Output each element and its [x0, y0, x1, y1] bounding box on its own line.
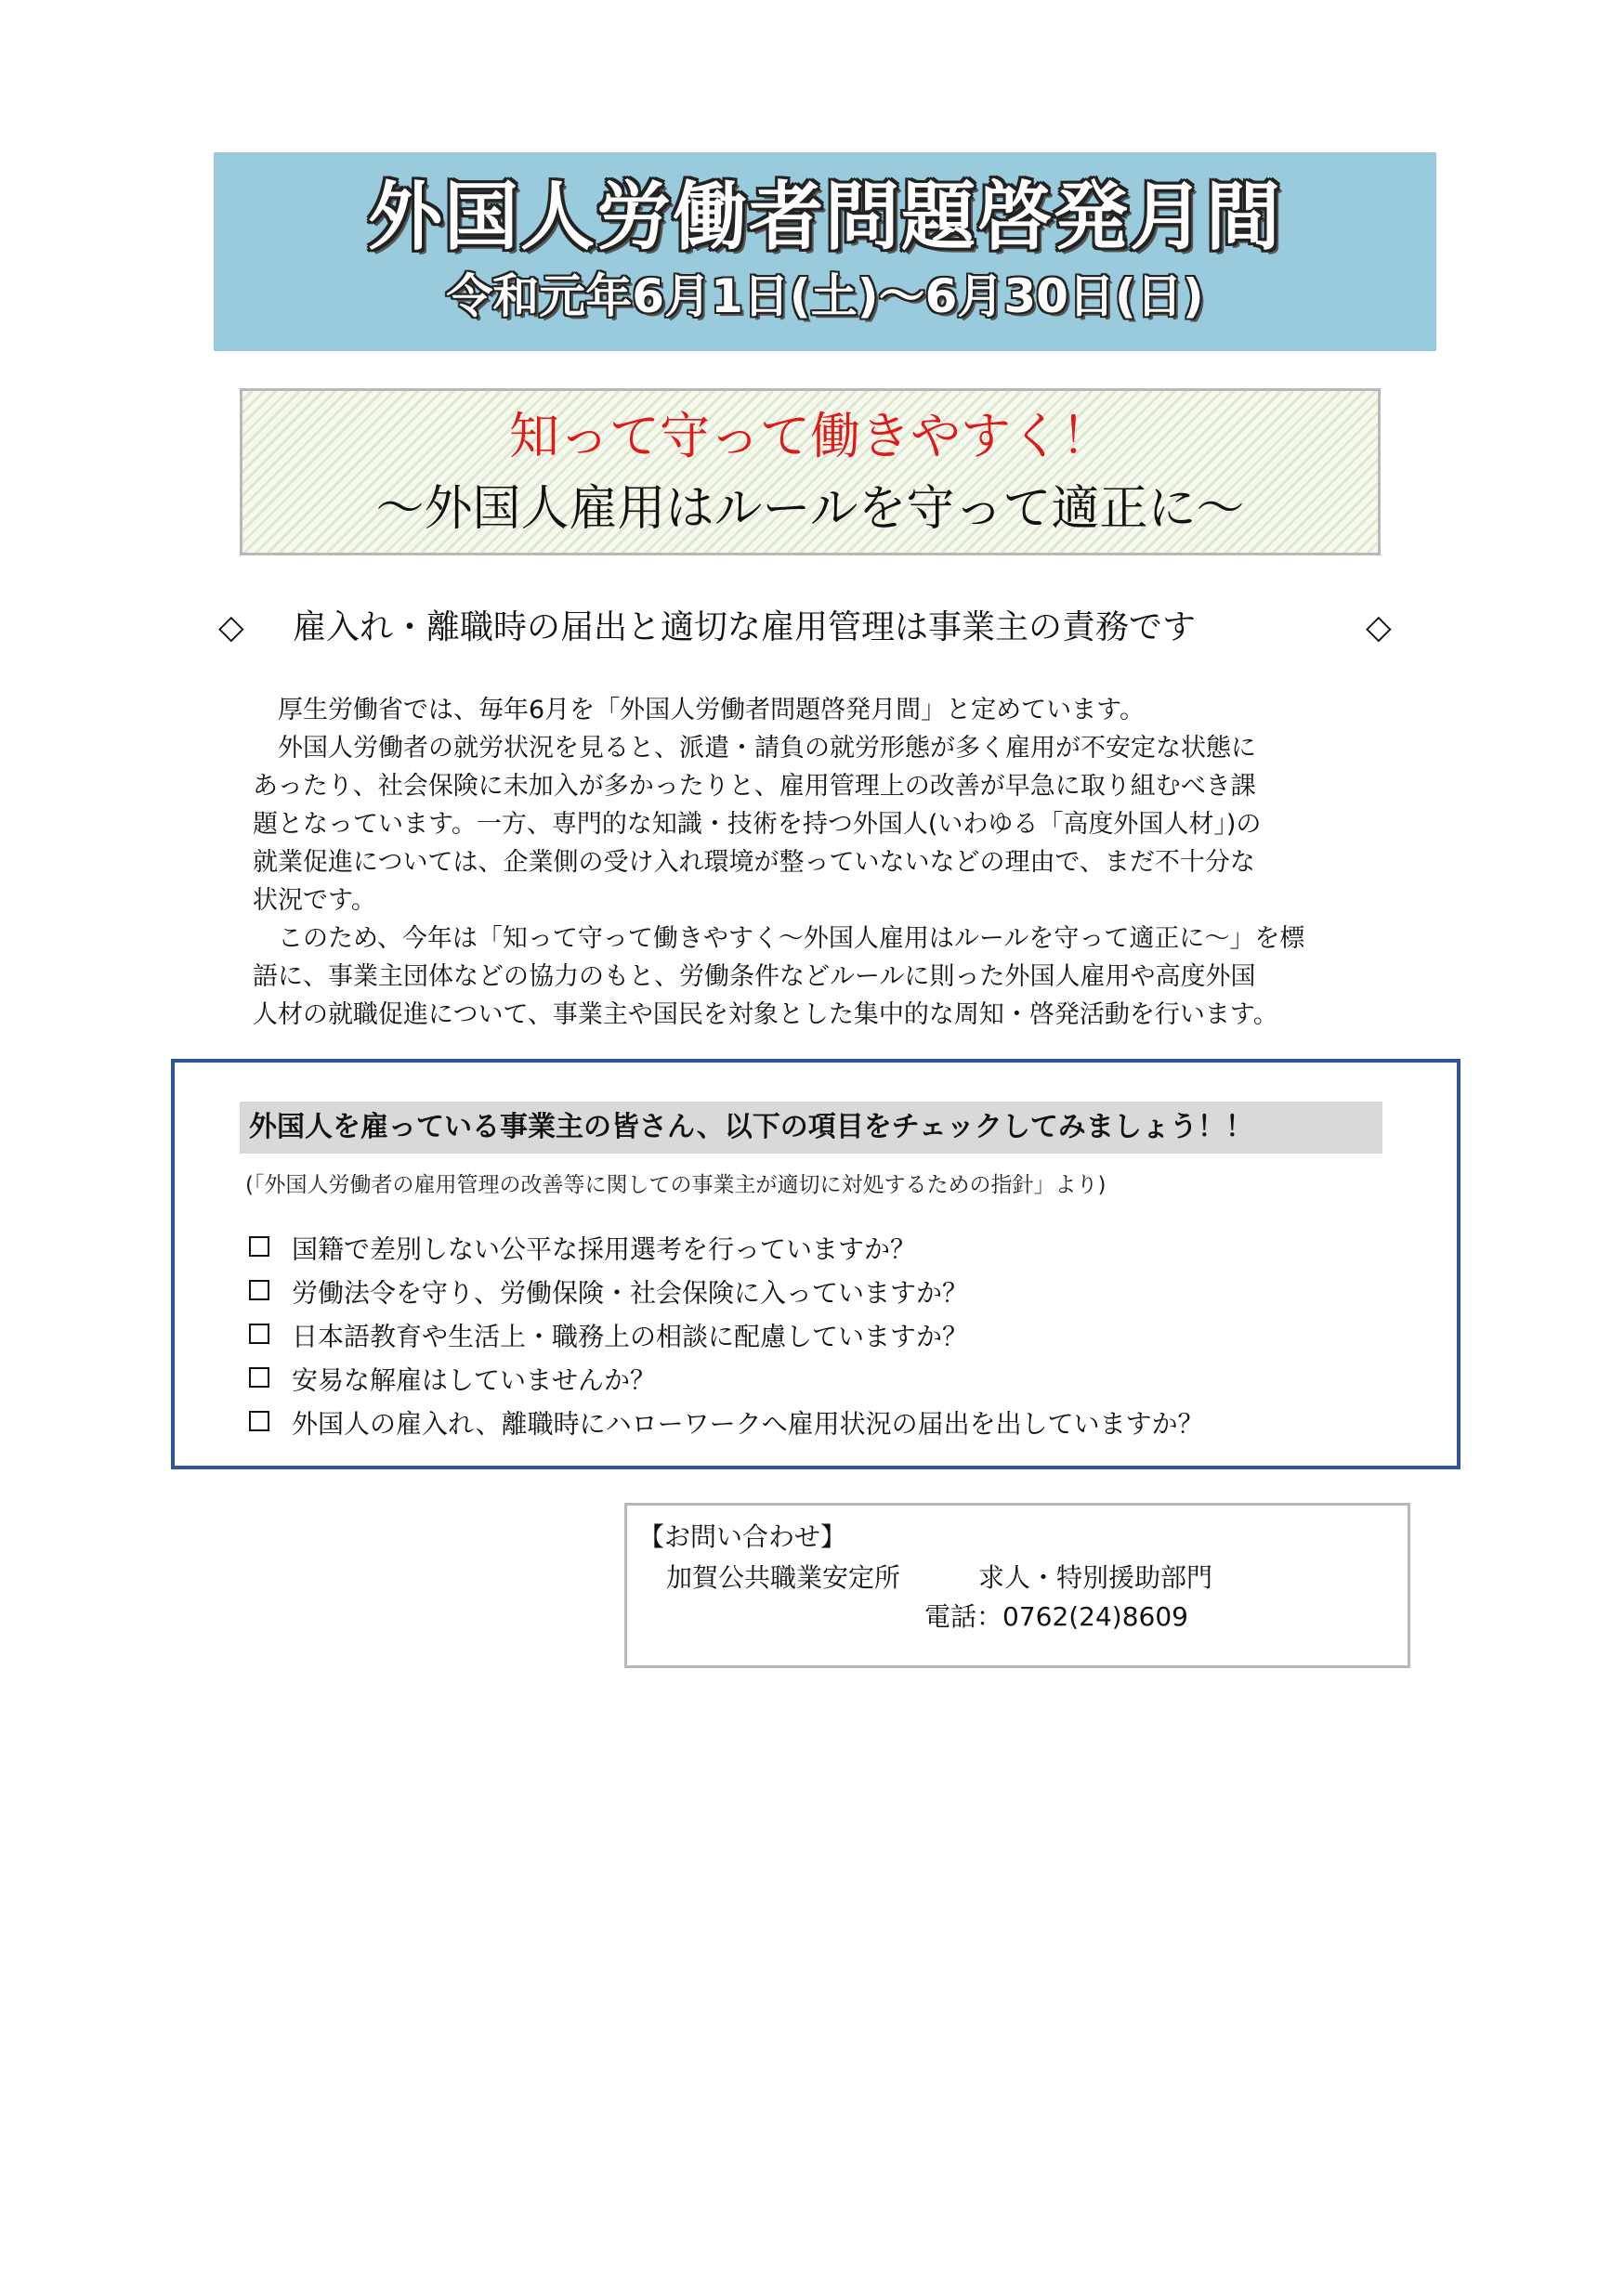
body-line: 状況です。	[253, 886, 376, 915]
section-heading-text: 雇入れ・離職時の届出と適切な雇用管理は事業主の責務です	[293, 608, 1197, 646]
checklist-item	[249, 1226, 1204, 1270]
checklist-item-label: 労働法令を守り、労働保険・社会保険に入っていますか？	[292, 1277, 969, 1309]
checklist-source: (「外国人労働者の雇用管理の改善等に関しての事業主が適切に対処するための指針」より)	[245, 1173, 1107, 1197]
checkbox-icon[interactable]	[249, 1280, 269, 1300]
event-period: 令和元年6月1日(土)～6月30日(日)	[446, 269, 1204, 323]
body-line: 題となっています。一方、専門的な知識・技術を持つ外国人(いわゆる「高度外国人材」)の	[253, 810, 1262, 839]
checklist-item-label: 外国人の雇入れ、離職時にハローワークへ雇用状況の届出を出していますか？	[292, 1408, 1204, 1440]
checklist-item	[249, 1313, 1204, 1357]
contact-title: 【お問い合わせ】	[638, 1521, 847, 1552]
checklist-header: 外国人を雇っている事業主の皆さん、以下の項目をチェックしてみましょう！！	[240, 1102, 1382, 1154]
checklist-box	[171, 1059, 1460, 1469]
contact-phone: 電話：0762(24)8609	[924, 1601, 1188, 1632]
checklist-item	[249, 1357, 1204, 1401]
body-line: このため、今年は「知って守って働きやすく～外国人雇用はルールを守って適正に～」を標	[253, 924, 1305, 953]
slogan-sub: ～外国人雇用はルールを守って適正に～	[375, 481, 1245, 537]
checklist-item-label: 国籍で差別しない公平な採用選考を行っていますか？	[292, 1233, 917, 1265]
body-line: 人材の就職促進について、事業主や国民を対象とした集中的な周知・啓発活動を行います。	[253, 1000, 1278, 1029]
header-banner	[214, 152, 1436, 351]
checklist-item-label: 日本語教育や生活上・職務上の相談に配慮していますか？	[292, 1321, 969, 1352]
body-line: 語に、事業主団体などの協力のもと、労働条件などルールに則った外国人雇用や高度外国	[253, 962, 1256, 991]
body-line: あったり、社会保険に未加入が多かったりと、雇用管理上の改善が早急に取り組むべき課	[253, 772, 1256, 801]
page-title: 外国人労働者問題啓発月間	[368, 174, 1282, 260]
body-line: 就業促進については、企業側の受け入れ環境が整っていないなどの理由で、まだ不十分な	[253, 848, 1255, 877]
body-line: 外国人労働者の就労状況を見ると、派遣・請負の就労形態が多く雇用が不安定な状態に	[253, 734, 1256, 763]
diamond-icon: ◇	[218, 608, 244, 646]
body-paragraph	[253, 691, 1414, 1034]
diamond-icon: ◇	[1366, 608, 1392, 646]
checklist-item-label: 安易な解雇はしていませんか？	[292, 1364, 657, 1396]
checkbox-icon[interactable]	[249, 1411, 269, 1431]
checkbox-icon[interactable]	[249, 1367, 269, 1388]
section-heading	[214, 600, 1421, 656]
checklist-item	[249, 1270, 1204, 1313]
checkbox-icon[interactable]	[249, 1324, 269, 1344]
checklist	[249, 1226, 1204, 1444]
contact-department: 求人・特別援助部門	[978, 1562, 1213, 1593]
body-line: 厚生労働省では、毎年6月を「外国人労働者問題啓発月間」と定めています。	[253, 696, 1146, 724]
checkbox-icon[interactable]	[249, 1236, 269, 1257]
contact-office: 加賀公共職業安定所	[666, 1562, 901, 1593]
slogan-box	[240, 388, 1381, 555]
checklist-item	[249, 1401, 1204, 1444]
slogan-main: 知って守って働きやすく！	[509, 407, 1111, 465]
contact-box	[624, 1503, 1410, 1668]
